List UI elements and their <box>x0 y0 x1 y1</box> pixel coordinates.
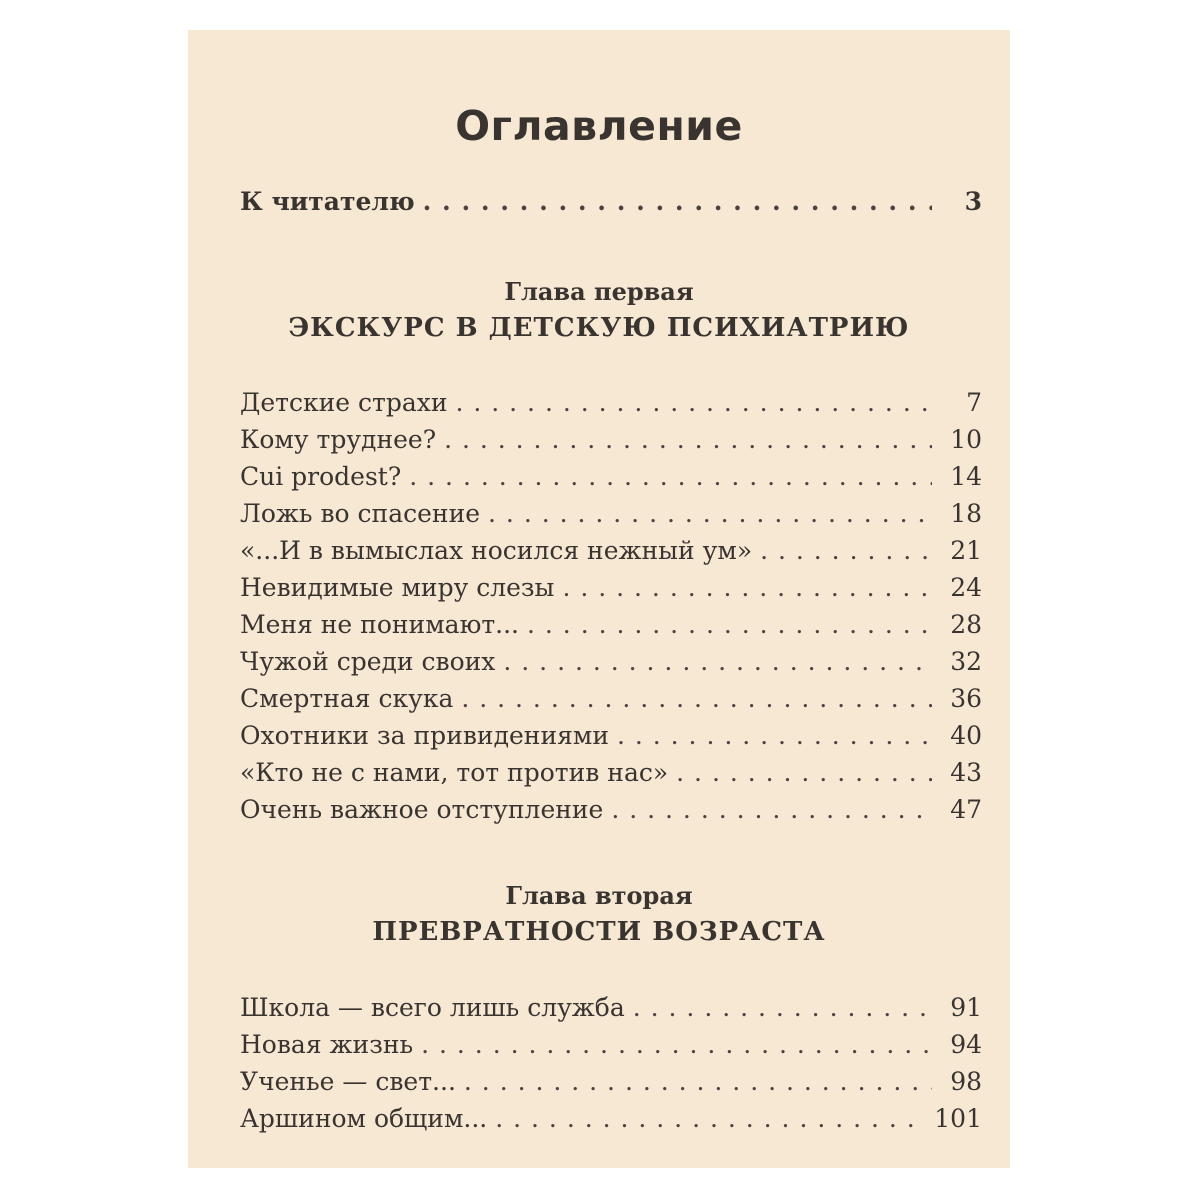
toc-entry-page: 47 <box>950 795 982 824</box>
toc-entry-page: 3 <box>964 187 982 216</box>
toc-entry-intro <box>240 187 982 224</box>
toc-entry-label: Смертная скука <box>240 684 454 713</box>
toc-entry <box>240 1104 982 1141</box>
toc-entry-label: «...И в вымыслах носился нежный ум» <box>240 536 753 565</box>
dot-leader <box>562 573 932 602</box>
dot-leader <box>455 388 932 417</box>
toc-entry-page: 43 <box>950 758 982 787</box>
dot-leader <box>464 1067 932 1096</box>
toc-entry-page: 28 <box>950 610 982 639</box>
toc-entry-label: Ученье — свет... <box>240 1067 456 1096</box>
toc-entry-label: Очень важное отступление <box>240 795 604 824</box>
toc-entry-label: Аршином общим... <box>240 1104 488 1133</box>
dot-leader <box>488 499 932 528</box>
toc-entry-page: 7 <box>966 388 982 417</box>
book-page <box>188 30 1010 1168</box>
chapter-1-title: ЭКСКУРС В ДЕТСКУЮ ПСИХИАТРИЮ <box>288 313 910 343</box>
page-title: Оглавление <box>455 102 743 150</box>
dot-leader <box>760 536 932 565</box>
dot-leader <box>633 993 932 1022</box>
toc-entry <box>240 795 982 832</box>
toc-entry <box>240 425 982 462</box>
dot-leader <box>527 610 932 639</box>
toc-entry-page: 10 <box>950 425 982 454</box>
toc-entry <box>240 1067 982 1104</box>
toc-entry <box>240 684 982 721</box>
toc-entry <box>240 388 982 425</box>
dot-leader <box>461 684 932 713</box>
toc-entry-label: Кому труднее? <box>240 425 437 454</box>
toc-entry-label: Новая жизнь <box>240 1030 414 1059</box>
dot-leader <box>495 1104 924 1133</box>
toc-entry-page: 98 <box>950 1067 982 1096</box>
toc-entry-page: 91 <box>950 993 982 1022</box>
toc-entry-page: 21 <box>950 536 982 565</box>
toc-entry-label: Охотники за привидениями <box>240 721 609 750</box>
toc-entry-page: 40 <box>950 721 982 750</box>
dot-leader <box>423 187 932 216</box>
toc-entry <box>240 536 982 573</box>
toc-entry <box>240 721 982 758</box>
toc-entry-label: Школа — всего лишь служба <box>240 993 625 1022</box>
toc-entry <box>240 610 982 647</box>
toc-entry <box>240 758 982 795</box>
toc-entry-page: 101 <box>934 1104 982 1133</box>
toc-entry-label: Cui prodest? <box>240 462 402 491</box>
dot-leader <box>617 721 932 750</box>
dot-leader <box>503 647 932 676</box>
toc-entry-page: 36 <box>950 684 982 713</box>
toc-entry-label: Ложь во спасение <box>240 499 481 528</box>
toc-entry-page: 18 <box>950 499 982 528</box>
toc-entry <box>240 1030 982 1067</box>
toc-entry-label: Невидимые миру слезы <box>240 573 555 602</box>
chapter-2-subtitle: Глава вторая <box>505 881 693 910</box>
toc-entry <box>240 993 982 1030</box>
dot-leader <box>676 758 932 787</box>
toc-entry <box>240 573 982 610</box>
toc-entry-label: Чужой среди своих <box>240 647 496 676</box>
toc-entry-label: Меня не понимают... <box>240 610 520 639</box>
dot-leader <box>444 425 932 454</box>
dot-leader <box>611 795 932 824</box>
dot-leader <box>421 1030 932 1059</box>
toc-entry-page: 14 <box>950 462 982 491</box>
toc-entry <box>240 647 982 684</box>
toc-entry-page: 24 <box>950 573 982 602</box>
chapter-2-title: ПРЕВРАТНОСТИ ВОЗРАСТА <box>372 917 826 947</box>
toc-entry-label: Детские страхи <box>240 388 448 417</box>
toc-entry-page: 94 <box>950 1030 982 1059</box>
toc-entry-page: 32 <box>950 647 982 676</box>
toc-entry <box>240 462 982 499</box>
toc-entry <box>240 499 982 536</box>
toc-entry-label: К читателю <box>240 187 415 216</box>
toc-entry-label: «Кто не с нами, тот против нас» <box>240 758 669 787</box>
dot-leader <box>409 462 932 491</box>
chapter-1-subtitle: Глава первая <box>504 277 694 306</box>
